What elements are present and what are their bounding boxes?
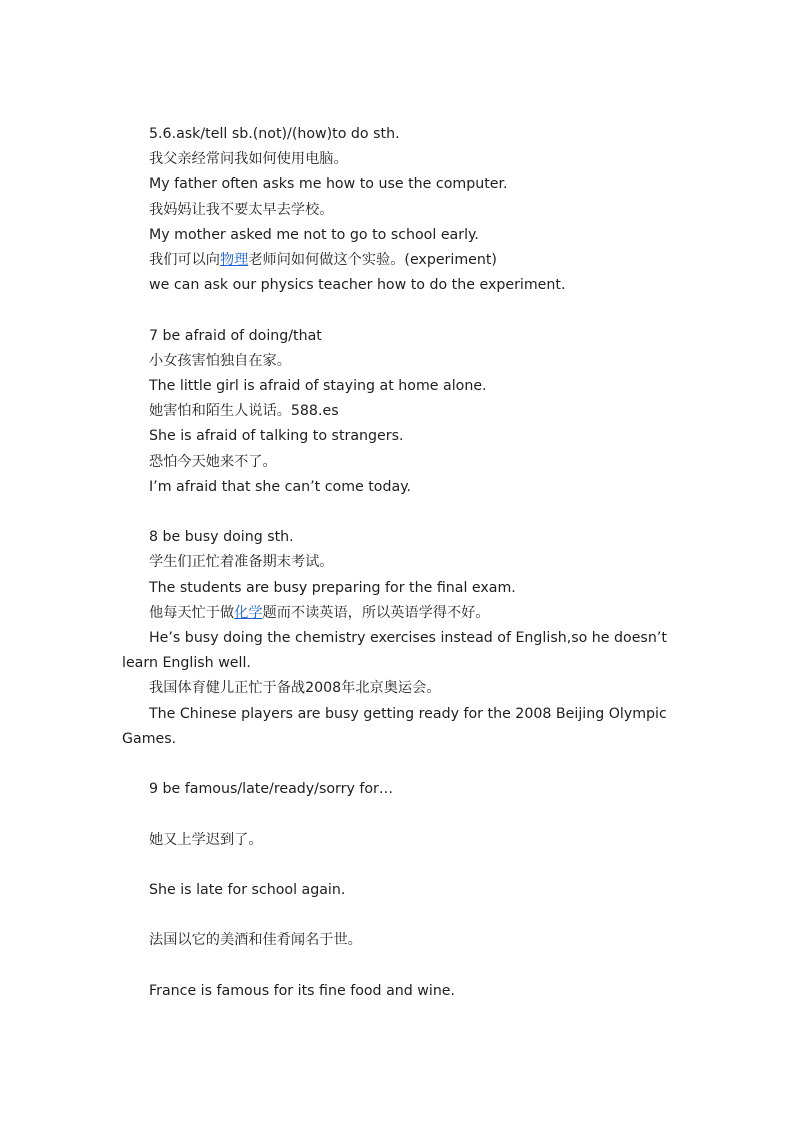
example-sentence-en: I’m afraid that she can’t come today. [149,478,412,495]
text-segment: 题而不读英语，所以英语学得不好。 [262,604,490,621]
example-sentence-en: we can ask our physics teacher how to do the experiment. [149,277,566,294]
text-segment: 我们可以向 [149,252,220,269]
example-sentence-en: She is afraid of talking to strangers. [149,428,404,445]
example-sentence-zh: 我父亲经常问我如何使用电脑。 [149,151,348,168]
example-sentence-en: She is late for school again. [149,882,346,899]
blank-line [122,752,670,777]
example-sentence-en: He’s busy doing the chemistry exercises instead of English,so he doesn’t learn English well. [122,630,667,672]
example-sentence-zh: 她又上学迟到了。 [149,831,263,848]
section-9-heading: 9 be famous/late/ready/sorry for… [149,781,394,798]
section-7-heading: 7 be afraid of doing/that [149,327,322,344]
example-sentence-zh: 我国体育健儿正忙于备战2008年北京奥运会。 [149,680,441,697]
document-body [122,122,670,1004]
example-sentence-en: My mother asked me not to go to school early. [149,226,479,243]
example-sentence-en: France is famous for its fine food and wine. [149,982,456,999]
text-segment: 他每天忙于做 [149,604,235,621]
example-sentence-en: The students are busy preparing for the final exam. [149,579,516,596]
example-sentence-zh [122,601,670,626]
text-segment: 老师问如何做这个实验。(experiment) [248,252,497,269]
chemistry-link[interactable]: 化学 [234,604,263,621]
blank-line [122,802,670,827]
example-sentence-zh: 法国以它的美酒和佳肴闻名于世。 [149,932,362,949]
section-8-heading: 8 be busy doing sth. [149,529,294,546]
physics-link[interactable]: 物理 [219,252,249,269]
blank-line [122,954,670,979]
example-sentence-zh: 小女孩害怕独自在家。 [149,352,291,369]
example-sentence-zh: 我妈妈让我不要太早去学校。 [149,201,334,218]
example-sentence-zh: 恐怕今天她来不了。 [149,453,277,470]
example-sentence-zh: 她害怕和陌生人说话。588.es [149,403,339,420]
blank-line [122,903,670,928]
example-sentence-zh [122,248,670,273]
example-sentence-en: My father often asks me how to use the computer. [149,176,508,193]
section-5-heading: 5.6.ask/tell sb.(not)/(how)to do sth. [149,126,400,142]
example-sentence-zh: 学生们正忙着准备期末考试。 [149,554,334,571]
example-sentence-en: The Chinese players are busy getting ready for the 2008 Beijing Olympic Games. [122,705,667,747]
blank-line [122,853,670,878]
blank-line [122,500,670,525]
blank-line [122,298,670,323]
example-sentence-en: The little girl is afraid of staying at home alone. [149,378,487,395]
